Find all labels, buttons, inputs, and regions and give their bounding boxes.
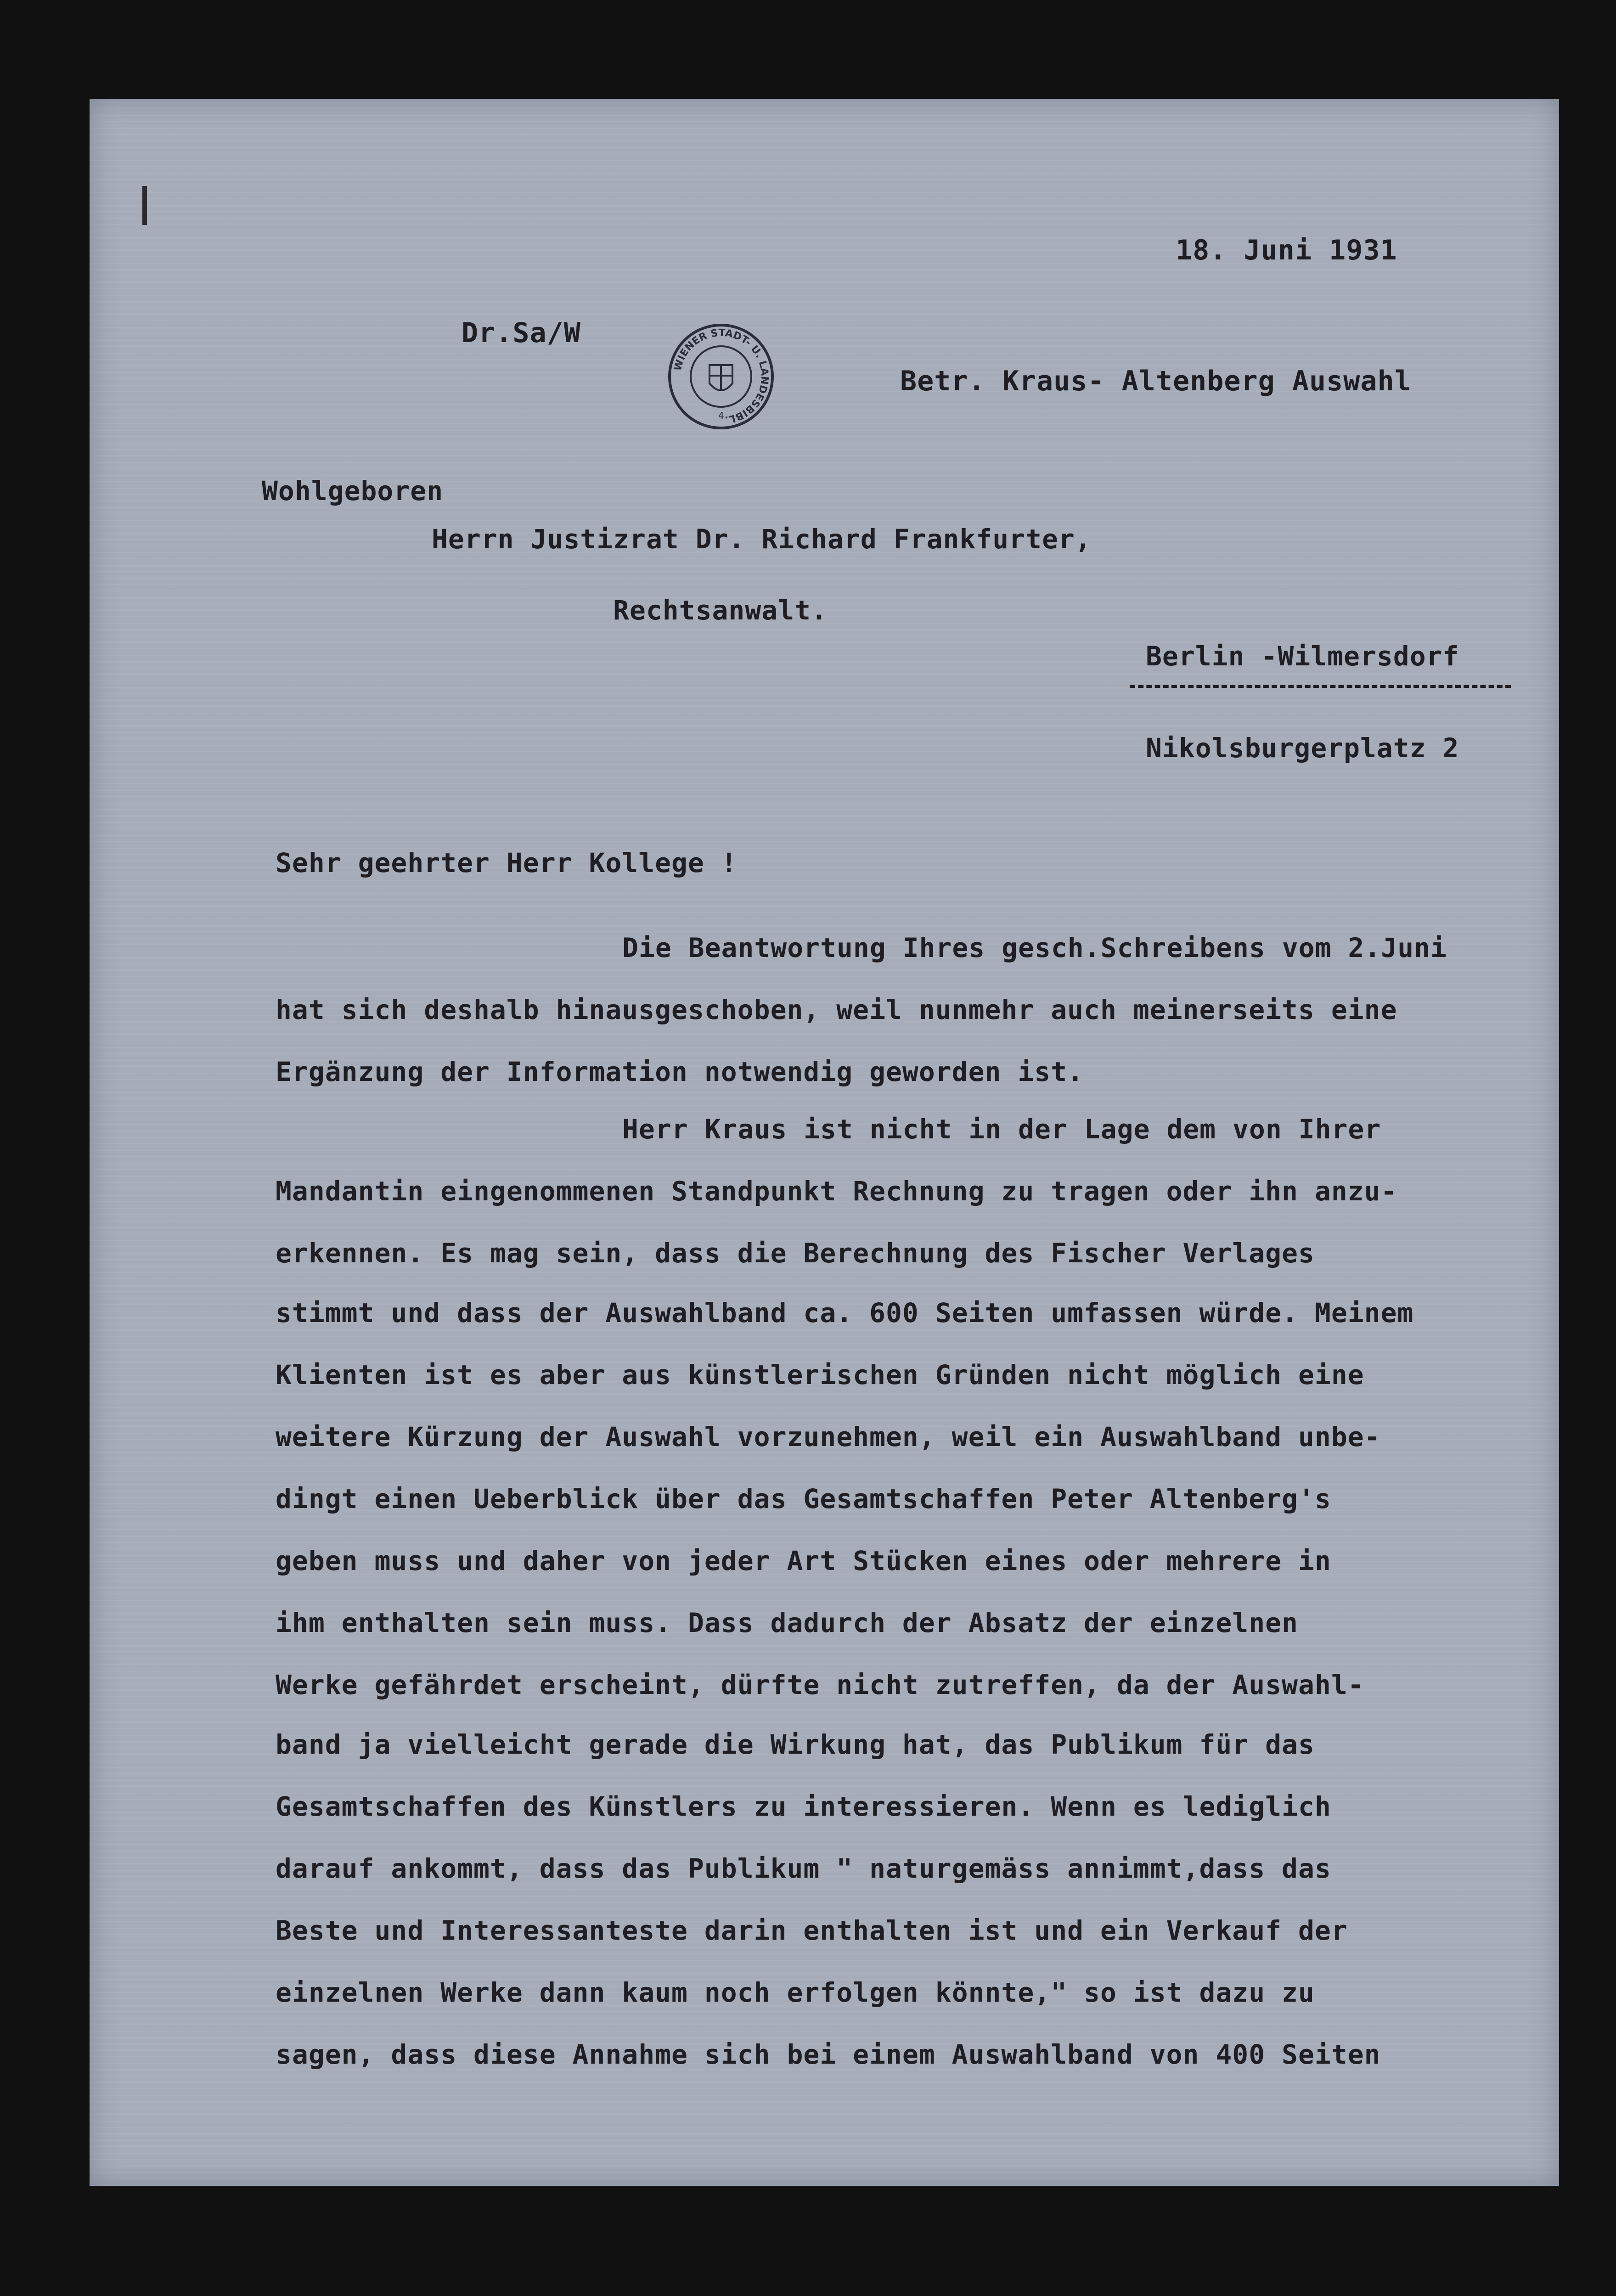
body-line: ihm enthalten sein muss. Dass dadurch der Absatz der einzelnen	[276, 1607, 1298, 1638]
body-line: hat sich deshalb hinausgeschoben, weil nunmehr auch meinerseits eine	[276, 994, 1397, 1025]
address-salutation: Wohlgeboren	[262, 475, 444, 506]
body-line: weitere Kürzung der Auswahl vorzunehmen, weil ein Auswahlband unbe-	[276, 1421, 1381, 1452]
svg-text:WIENER STADT- U. LANDESBIBL.: WIENER STADT- U. LANDESBIBL.	[672, 327, 771, 426]
subject-line: Betr. Kraus- Altenberg Auswahl	[900, 365, 1412, 397]
body-line: Beste und Interessanteste darin enthalten ist und ein Verkauf der	[276, 1915, 1348, 1946]
body-line: Ergänzung der Information notwendig geworden ist.	[276, 1056, 1084, 1087]
body-line: erkennen. Es mag sein, dass die Berechnung des Fischer Verlages	[276, 1238, 1315, 1269]
punch-mark	[142, 186, 147, 225]
greeting: Sehr geehrter Herr Kollege !	[276, 847, 738, 878]
body-line: Die Beantwortung Ihres gesch.Schreibens vom 2.Juni	[622, 932, 1447, 963]
body-line: Mandantin eingenommenen Standpunkt Rechnung zu tragen oder ihn anzu-	[276, 1176, 1397, 1207]
letter-date: 18. Juni 1931	[1176, 234, 1397, 266]
reference-code: Dr.Sa/W	[462, 317, 581, 349]
body-line: einzelnen Werke dann kaum noch erfolgen könnte," so ist dazu zu	[276, 1977, 1315, 2008]
body-line: stimmt und dass der Auswahlband ca. 600 Seiten umfassen würde. Meinem	[276, 1297, 1414, 1328]
svg-text:4: 4	[718, 410, 724, 421]
body-line: darauf ankommt, dass das Publikum " naturgemäss annimmt,dass das	[276, 1853, 1331, 1884]
body-line: dingt einen Ueberblick über das Gesamtschaffen Peter Altenberg's	[276, 1483, 1331, 1514]
address-profession: Rechtsanwalt.	[613, 595, 828, 626]
body-line: geben muss und daher von jeder Art Stücken eines oder mehrere in	[276, 1545, 1331, 1576]
body-line: Herr Kraus ist nicht in der Lage dem von Ihrer	[622, 1114, 1381, 1145]
library-stamp-seal	[666, 321, 776, 432]
city-underline	[1130, 685, 1511, 688]
body-line: band ja vielleicht gerade die Wirkung hat, das Publikum für das	[276, 1729, 1315, 1760]
body-line: Werke gefährdet erscheint, dürfte nicht zutreffen, da der Auswahl-	[276, 1669, 1364, 1700]
address-city: Berlin -Wilmersdorf	[1146, 641, 1459, 672]
body-line: sagen, dass diese Annahme sich bei einem Auswahlband von 400 Seiten	[276, 2039, 1381, 2070]
address-street: Nikolsburgerplatz 2	[1146, 732, 1459, 764]
body-line: Klienten ist es aber aus künstlerischen Gründen nicht möglich eine	[276, 1359, 1364, 1390]
body-line: Gesamtschaffen des Künstlers zu interessieren. Wenn es lediglich	[276, 1791, 1331, 1822]
address-recipient: Herrn Justizrat Dr. Richard Frankfurter,	[432, 523, 1092, 555]
